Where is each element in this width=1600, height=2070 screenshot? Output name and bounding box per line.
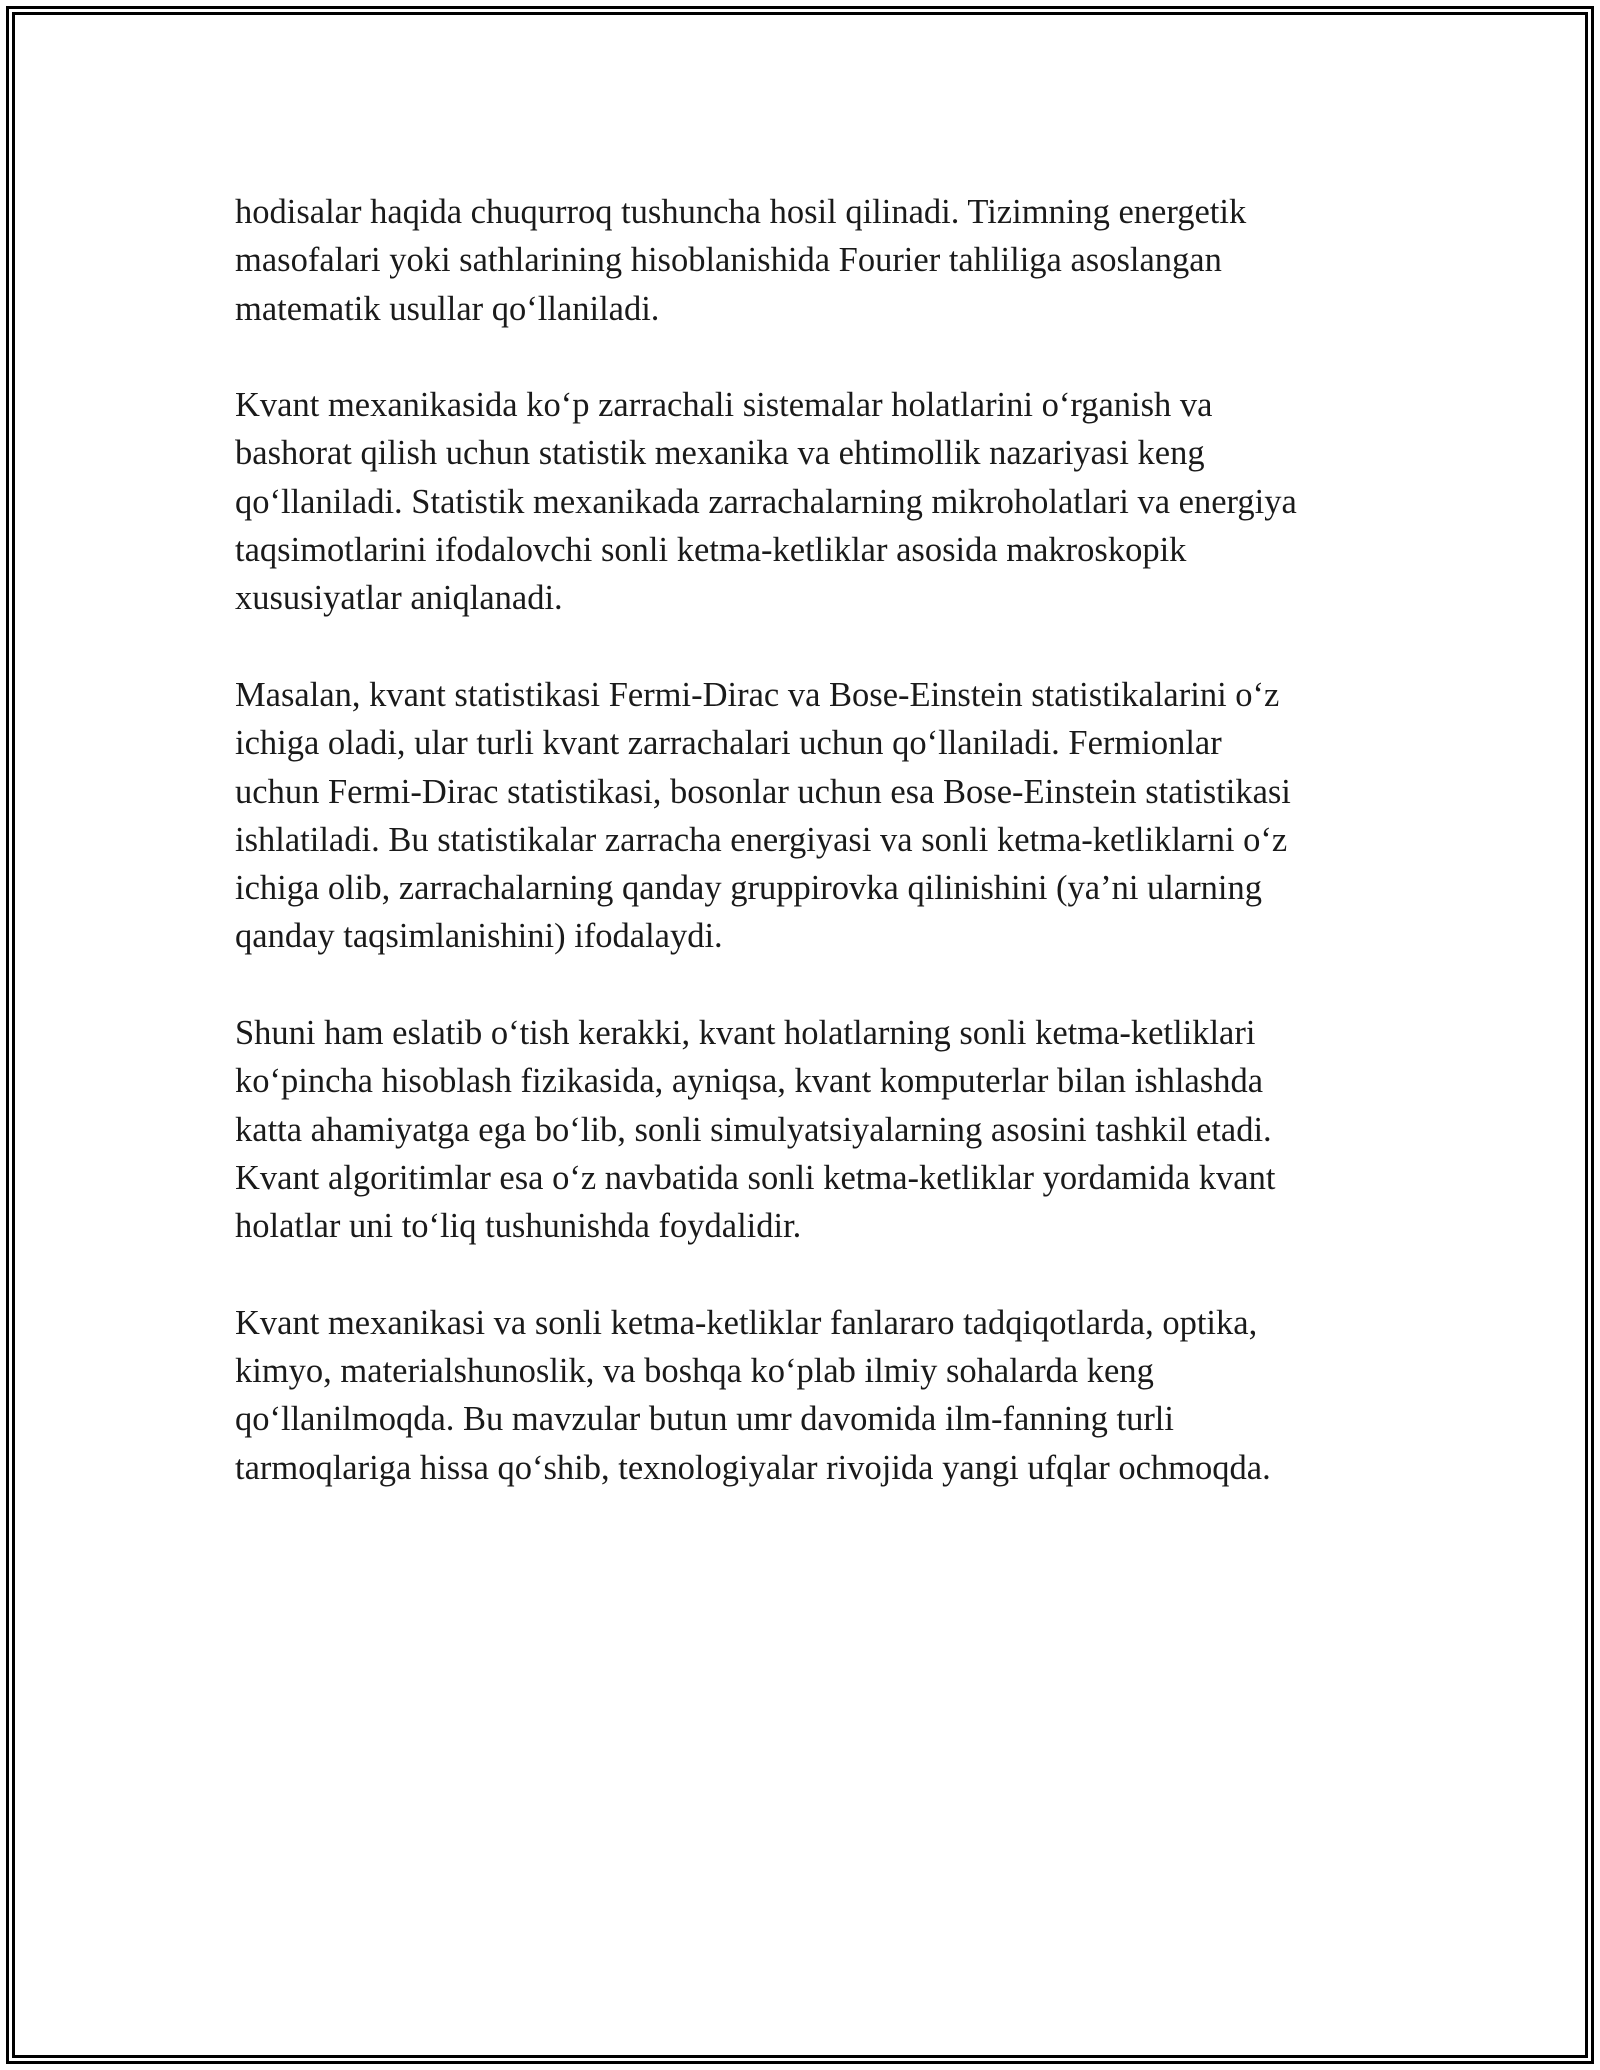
text-line: matematik usullar qoʻllaniladi.	[235, 289, 660, 328]
text-line: ishlatiladi. Bu statistikalar zarracha energiyasi va sonli ketma-ketliklarni oʻz	[235, 820, 1288, 859]
text-line: qoʻllanilmoqda. Bu mavzular butun umr davomida ilm-fanning turli	[235, 1400, 1174, 1439]
text-line: koʻpincha hisoblash fizikasida, ayniqsa, kvant komputerlar bilan ishlashda	[235, 1062, 1264, 1101]
text-line: taqsimotlarini ifodalovchi sonli ketma-ketliklar asosida makroskopik	[235, 531, 1187, 570]
text-line: ichiga olib, zarrachalarning qanday gruppirovka qilinishini (ya’ni ularning	[235, 869, 1263, 908]
text-line: Shuni ham eslatib oʻtish kerakki, kvant holatlarning sonli ketma-ketliklari	[235, 1014, 1256, 1053]
text-line: tarmoqlariga hissa qoʻshib, texnologiyalar rivojida yangi ufqlar ochmoqda.	[235, 1448, 1271, 1487]
text-line: hodisalar haqida chuqurroq tushuncha hosil qilinadi. Tizimning energetik	[235, 193, 1247, 231]
paragraph-statistical-mechanics	[235, 381, 1375, 622]
text-line: uchun Fermi-Dirac statistikasi, bosonlar uchun esa Bose-Einstein statistikasi	[235, 772, 1291, 811]
paragraph-quantum-computing	[235, 1009, 1375, 1250]
text-line: Masalan, kvant statistikasi Fermi-Dirac va Bose-Einstein statistikalarini oʻz	[235, 675, 1280, 714]
text-line: Kvant mexanikasida koʻp zarrachali sistemalar holatlarini oʻrganish va	[235, 386, 1213, 425]
text-line: xususiyatlar aniqlanadi.	[235, 579, 563, 618]
paragraph-interdisciplinary	[235, 1299, 1375, 1492]
text-line: qoʻllaniladi. Statistik mexanikada zarrachalarning mikroholatlari va energiya	[235, 482, 1297, 521]
text-line: ichiga oladi, ular turli kvant zarrachalari uchun qoʻllaniladi. Fermionlar	[235, 724, 1222, 763]
text-line: bashorat qilish uchun statistik mexanika va ehtimollik nazariyasi keng	[235, 434, 1205, 473]
paragraph-quantum-statistics	[235, 671, 1375, 961]
text-line: qanday taqsimlanishini) ifodalaydi.	[235, 917, 723, 956]
text-line: Kvant algoritimlar esa oʻz navbatida sonli ketma-ketliklar yordamida kvant	[235, 1158, 1276, 1197]
text-line: kimyo, materialshunoslik, va boshqa koʻplab ilmiy sohalarda keng	[235, 1352, 1154, 1391]
document-body	[235, 188, 1375, 1540]
paragraph-fourier	[235, 188, 1375, 333]
text-line: holatlar uni toʻliq tushunishda foydalidir.	[235, 1207, 802, 1246]
text-line: katta ahamiyatga ega boʻlib, sonli simulyatsiyalarning asosini tashkil etadi.	[235, 1110, 1272, 1149]
text-line: Kvant mexanikasi va sonli ketma-ketliklar fanlararo tadqiqotlarda, optika,	[235, 1303, 1258, 1342]
text-line: masofalari yoki sathlarining hisoblanishida Fourier tahliliga asoslangan	[235, 241, 1222, 280]
